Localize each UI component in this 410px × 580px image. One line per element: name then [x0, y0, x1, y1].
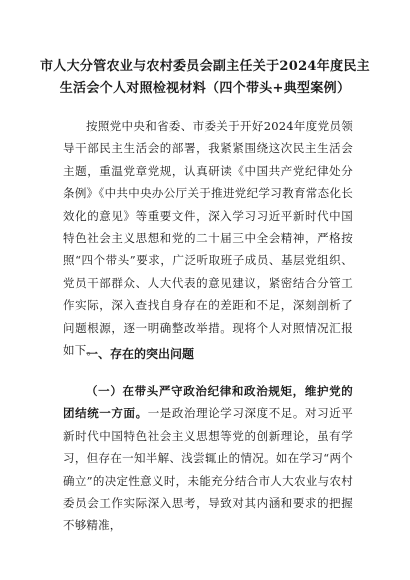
- subsection-body: 一是政治理论学习深度不足。对习近平新时代中国特色社会主义思想等党的创新理论，虽有学习，但存在一知半解、浅尝辄止的情况。如在学习“两个确立”的决定性意义时，未能充分结合市人大农业与农村委员会工作实际深入思考，导致对其内涵和要求的把握不够精准，: [63, 406, 353, 533]
- subsection-paragraph: [63, 380, 353, 537]
- subsection-heading: （一）在带头严守政治纪律和政治规矩，维护党的团结统一方面。: [63, 384, 353, 421]
- section-heading: 一、存在的突出问题: [86, 347, 195, 361]
- intro-paragraph: 按照党中央和省委、市委关于开好2024年度党员领导干部民主生活会的部署，我紧紧围绕这次民主生活会主题，重温党章党规，认真研读《中国共产党纪律处分条例》《中共中央办公厅关于推进党纪学习教育常态化长效化的意见》等重要文件，深入学习习近平新时代中国特色社会主义思想和党的二十届三中全会精神，严格按照“四个带头”要求，广泛听取班子成员、基层党组织、党员干部群众、人大代表的意见建议，紧密结合分管工作实际，深入查找自身存在的差距和不足，深刻剖析了问题根源，逐一明确整改举措。现将个人对照情况汇报如下。: [63, 119, 353, 358]
- document-title: 市人大分管农业与农村委员会副主任关于2024年度民主生活会个人对照检视材料（四个带头+典型案例）: [40, 59, 370, 96]
